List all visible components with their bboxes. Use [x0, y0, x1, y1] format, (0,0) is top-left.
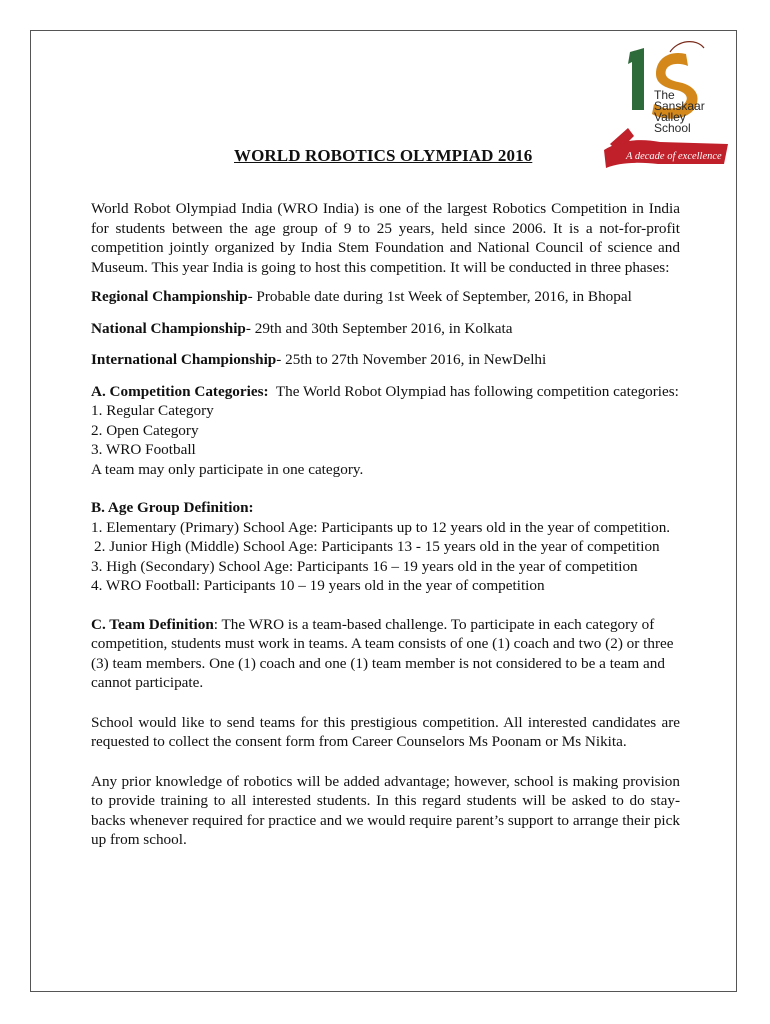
- category-item: 2. Open Category: [91, 421, 199, 439]
- logo-name-line1: The: [654, 88, 675, 102]
- section-b-heading: [91, 498, 680, 518]
- logo-name-line3: Valley: [654, 110, 686, 124]
- section-b-heading-text: B. Age Group Definition:: [91, 499, 254, 516]
- phase-international: [91, 350, 680, 370]
- section-c: [91, 615, 680, 693]
- logo-name-line2: Sanskaar: [654, 99, 705, 113]
- prior-knowledge-paragraph: Any prior knowledge of robotics will be added advantage; however, school is making provision to provide training to all interested students. In this regard students will be asked to do stay-backs whenever required for practice and we would require parent’s support to arrange their pick up from school.: [91, 772, 680, 848]
- logo-name-line4: School: [654, 121, 691, 135]
- age-group-item: 2. Junior High (Middle) School Age: Participants 13 - 15 years old in the year of competition: [94, 538, 660, 555]
- phase-international-text: - 25th to 27th November 2016, in NewDelhi: [276, 351, 547, 368]
- category-item: 3. WRO Football: [91, 441, 196, 458]
- section-a-intro: [91, 382, 680, 402]
- intro-paragraph: World Robot Olympiad India (WRO India) is one of the largest Robotics Competition in India for students between the age group of 9 to 25 years, held since 2006. It is a not-for-profit competition jointly organized by India Stem Foundation and National Council of science and Museum. This year India is going to host this competition. It will be conducted in three phases:: [91, 200, 680, 276]
- category-note: A team may only participate in one category.: [91, 460, 364, 478]
- send-teams-paragraph: School would like to send teams for this prestigious competition. All interested candidates are requested to collect the consent form from Career Counselors Ms Poonam or Ms Nikita.: [91, 713, 680, 750]
- section-c-heading: C. Team Definition: [91, 615, 214, 633]
- school-logo: [600, 40, 732, 178]
- phase-regional: [91, 287, 680, 307]
- section-a-text: The World Robot Olympiad has following competition categories:: [268, 382, 679, 400]
- phase-national-label: National Championship: [91, 319, 246, 337]
- logo-tagline: A decade of excellence: [626, 151, 722, 162]
- phase-regional-label: Regional Championship: [91, 288, 248, 305]
- phase-national: [91, 319, 680, 339]
- phase-regional-text: - Probable date during 1st Week of September, 2016, in Bhopal: [247, 288, 632, 305]
- age-group-item: 1. Elementary (Primary) School Age: Participants up to 12 years old in the year of competition.: [91, 518, 671, 536]
- section-a-heading: A. Competition Categories:: [91, 382, 269, 400]
- document-body: [91, 199, 680, 850]
- age-group-item: 3. High (Secondary) School Age: Participants 16 – 19 years old in the year of competition: [91, 557, 638, 575]
- page-title: WORLD ROBOTICS OLYMPIAD 2016: [234, 146, 533, 165]
- phase-national-text: - 29th and 30th September 2016, in Kolkata: [245, 319, 513, 337]
- phase-international-label: International Championship: [91, 351, 277, 368]
- age-group-item: 4. WRO Football: Participants 10 – 19 years old in the year of competition: [91, 577, 545, 594]
- section-c-text: : The WRO is a team-based challenge. To participate in each category of competition, students must work in teams. A team consists of one (1) coach and two (2) or three (3) team members. One (1) coach and one (1) team member is not considered to be a team and cannot participate.: [91, 615, 674, 691]
- category-item: 1. Regular Category: [91, 402, 214, 419]
